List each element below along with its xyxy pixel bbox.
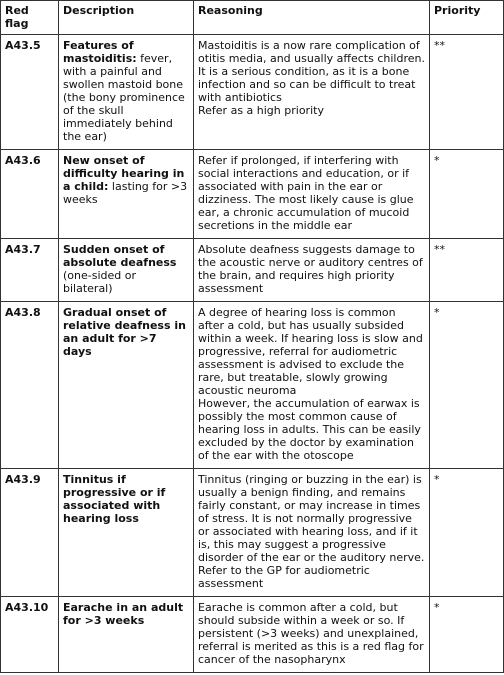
red-flag-code: A43.5 <box>1 35 59 150</box>
priority-stars: ** <box>430 239 504 302</box>
table-header-row <box>1 1 504 35</box>
reasoning-paragraph: Refer if prolonged, if interfering with social interactions and education, or if associated with pain in the ear or dizziness. The most likely cause is glue ear, a chronic accumulation of mucoid secretions in the middle ear <box>198 154 414 232</box>
description-bold-text: Sudden onset of absolute deafness <box>63 243 177 269</box>
table-row <box>1 239 504 302</box>
reasoning-cell <box>194 239 430 302</box>
header-red-flag: Red flag <box>1 1 59 35</box>
priority-stars: * <box>430 469 504 597</box>
table-row <box>1 302 504 469</box>
description-bold-text: New onset of difficulty hearing in a child: <box>63 154 185 193</box>
reasoning-paragraph: Absolute deafness suggests damage to the acoustic nerve or auditory centres of the brain, and requires high priority assessment <box>198 243 423 295</box>
priority-stars: ** <box>430 35 504 150</box>
reasoning-cell <box>194 469 430 597</box>
table-row <box>1 150 504 239</box>
header-reasoning: Reasoning <box>194 1 430 35</box>
red-flag-code: A43.6 <box>1 150 59 239</box>
description-cell <box>59 35 194 150</box>
reasoning-paragraph: Mastoiditis is a now rare complication of otitis media, and usually affects children. It is a serious condition, as it is a bone infection and so can be difficult to treat with antibiotics <box>198 39 425 104</box>
header-priority: Priority <box>430 1 504 35</box>
description-normal-text: fever, with a painful and swollen mastoid bone (the bony prominence of the skull immediately behind the ear) <box>63 52 185 143</box>
reasoning-cell <box>194 150 430 239</box>
description-normal-text: lasting for >3 weeks <box>63 180 188 206</box>
description-cell <box>59 239 194 302</box>
priority-stars: * <box>430 150 504 239</box>
description-cell <box>59 597 194 673</box>
reasoning-paragraph: However, the accumulation of earwax is possibly the most common cause of hearing loss in adults. This can be easily excluded by the doctor by examination of the ear with the otoscope <box>198 397 421 462</box>
reasoning-paragraph: Refer as a high priority <box>198 104 324 117</box>
reasoning-paragraph: A degree of hearing loss is common after a cold, but has usually subsided within a week. If hearing loss is slow and progressive, referral for audiometric assessment is advised to exclude the rare, but treatable, slowly growing acoustic neuroma <box>198 306 423 397</box>
description-bold-text: Tinnitus if progressive or if associated with hearing loss <box>63 473 166 525</box>
table-row <box>1 597 504 673</box>
red-flag-code: A43.9 <box>1 469 59 597</box>
table-row <box>1 469 504 597</box>
description-bold-text: Gradual onset of relative deafness in an adult for >7 days <box>63 306 186 358</box>
red-flag-code: A43.8 <box>1 302 59 469</box>
description-bold-text: Features of mastoiditis: <box>63 39 137 65</box>
reasoning-paragraph: Tinnitus (ringing or buzzing in the ear) is usually a benign finding, and remains fairly constant, or may increase in times of stress. It is not normally progressive or associated with hearing loss, and if it is, this may suggest a progressive disorder of the ear or the auditory nerve. Refer to the GP for audiometric assessment <box>198 473 425 590</box>
reasoning-cell <box>194 302 430 469</box>
table-row <box>1 35 504 150</box>
priority-stars: * <box>430 597 504 673</box>
description-cell <box>59 469 194 597</box>
red-flag-code: A43.10 <box>1 597 59 673</box>
red-flag-code: A43.7 <box>1 239 59 302</box>
description-cell <box>59 302 194 469</box>
description-cell <box>59 150 194 239</box>
reasoning-cell <box>194 597 430 673</box>
description-bold-text: Earache in an adult for >3 weeks <box>63 601 184 627</box>
header-description: Description <box>59 1 194 35</box>
reasoning-paragraph: Earache is common after a cold, but should subside within a week or so. If persistent (>3 weeks) and unexplained, referral is merited as this is a red flag for cancer of the nasopharynx <box>198 601 424 666</box>
description-normal-text: (one-sided or bilateral) <box>63 269 136 295</box>
reasoning-cell <box>194 35 430 150</box>
priority-stars: * <box>430 302 504 469</box>
